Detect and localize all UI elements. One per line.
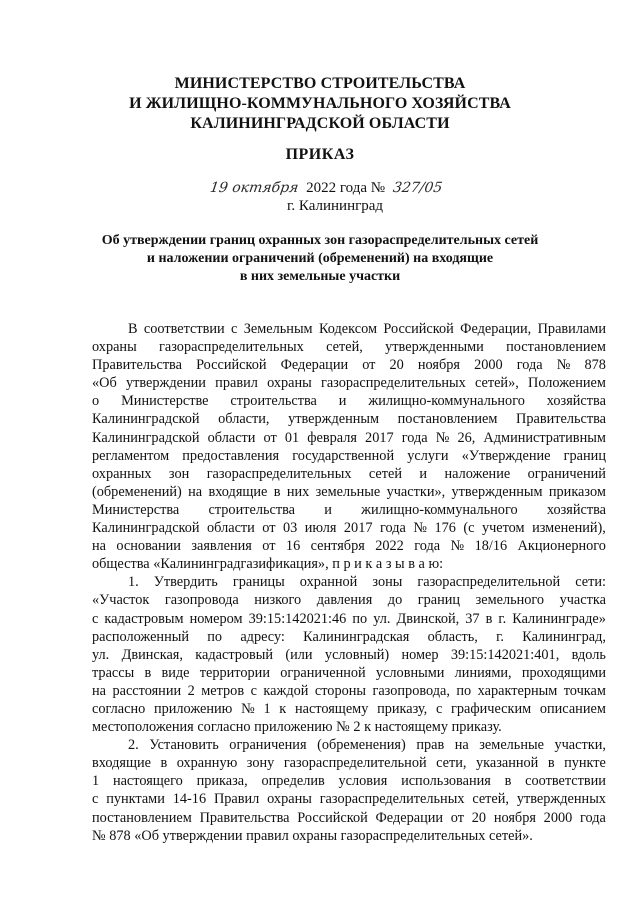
body-line: о Министерстве строительства и жилищно-коммунального хозяйства xyxy=(92,393,606,410)
body-line: № 878 «Об утверждении правил охраны газораспределительных сетей». xyxy=(92,827,533,844)
body-line: охраны газораспределительных сетей, утвержденными постановлением xyxy=(92,339,606,356)
body-line: на расстоянии 2 метров с каждой стороны газопровода, по характерным точкам xyxy=(92,682,606,699)
order-body xyxy=(92,320,606,845)
body-line: 1. Утвердить границы охранной зоны газораспределительной сети: xyxy=(128,574,606,591)
body-line: Правительства Российской Федерации от 20 ноября 2000 года № 878 xyxy=(92,357,606,374)
body-line: Калининградской области, утвержденным постановлением Правительства xyxy=(92,411,606,428)
document-type-title: ПРИКАЗ xyxy=(285,146,355,163)
body-line: В соответствии с Земельным Кодексом Российской Федерации, Правилами xyxy=(128,321,606,337)
body-line: на основании заявления от 16 сентября 2022 года № 18/16 Акционерного xyxy=(92,538,606,555)
body-line: с кадастровым номером 39:15:142021:46 по ул. Двинской, 37 в г. Калининграде» xyxy=(92,610,606,627)
ministry-line: И ЖИЛИЩНО-КОММУНАЛЬНОГО ХОЗЯЙСТВА xyxy=(129,95,511,112)
body-line: Калининградской области от 03 июля 2017 года № 176 (с учетом изменений), xyxy=(92,520,606,537)
subject-line: в них земельные участки xyxy=(239,269,401,284)
body-line: охранных зон газораспределительных сетей и наложение ограничений xyxy=(92,465,606,482)
paragraph-item-1 xyxy=(92,573,606,736)
body-line: согласно приложению № 1 к настоящему приказу, с графическим описанием xyxy=(92,700,606,717)
paragraph-item-2 xyxy=(92,736,606,845)
body-line: (обременений) на входящие в них земельные участки», утвержденным приказом xyxy=(92,483,606,500)
body-line: 2. Установить ограничения (обременения) прав на земельные участки, xyxy=(128,737,606,754)
ministry-line: КАЛИНИНГРАДСКОЙ ОБЛАСТИ xyxy=(190,115,450,132)
subject-line: Об утверждении границ охранных зон газораспределительных сетей xyxy=(101,233,539,248)
body-line: «Участок газопровода низкого давления до границ земельного участка xyxy=(92,592,606,609)
body-line: «Об утверждении правил охраны газораспределительных сетей», Положением xyxy=(92,375,606,392)
body-line: ул. Двинская, кадастровый (или условный) номер 39:15:142021:401, вдоль xyxy=(92,646,606,663)
body-line: входящие в охранную зону газораспределительной сети, указанной в пункте xyxy=(92,755,606,772)
handwritten-date: 19 октября xyxy=(208,180,300,196)
subject-line: и наложении ограничений (обременений) на входящие xyxy=(146,251,494,266)
body-line: расположенный по адресу: Калининградская область, г. Калининград, xyxy=(92,628,606,645)
body-line: с пунктами 14-16 Правил охраны газораспределительных сетей, утвержденных xyxy=(92,791,606,808)
date-year-text: 2022 года № xyxy=(306,180,386,196)
body-line: постановлением Правительства Российской Федерации от 20 ноября 2000 года xyxy=(92,809,606,826)
body-line: Министерства строительства и жилищно-коммунального хозяйства xyxy=(92,501,606,518)
order-date-number xyxy=(210,178,442,198)
ministry-line: МИНИСТЕРСТВО СТРОИТЕЛЬСТВА xyxy=(174,75,466,92)
body-line: общества «Калининградгазификация», п р и к а з ы в а ю: xyxy=(92,556,444,573)
body-line: Калининградской области от 01 февраля 2017 года № 26, Административным xyxy=(92,429,606,446)
city-line: г. Калининград xyxy=(286,198,384,214)
body-line: регламентом предоставления государственной услуги «Утверждение границ xyxy=(92,447,606,464)
body-line: трассы в виде территории ограниченной условными линиями, проходящими xyxy=(92,664,606,681)
body-line: 1 настоящего приказа, определив условия использования в соответствии xyxy=(92,773,606,790)
order-subject xyxy=(0,232,640,286)
paragraph-preamble xyxy=(92,320,606,573)
body-line: местоположения согласно приложению № 2 к настоящему приказу. xyxy=(92,719,502,736)
handwritten-number: 327/05 xyxy=(391,180,444,196)
ministry-header xyxy=(0,74,640,134)
